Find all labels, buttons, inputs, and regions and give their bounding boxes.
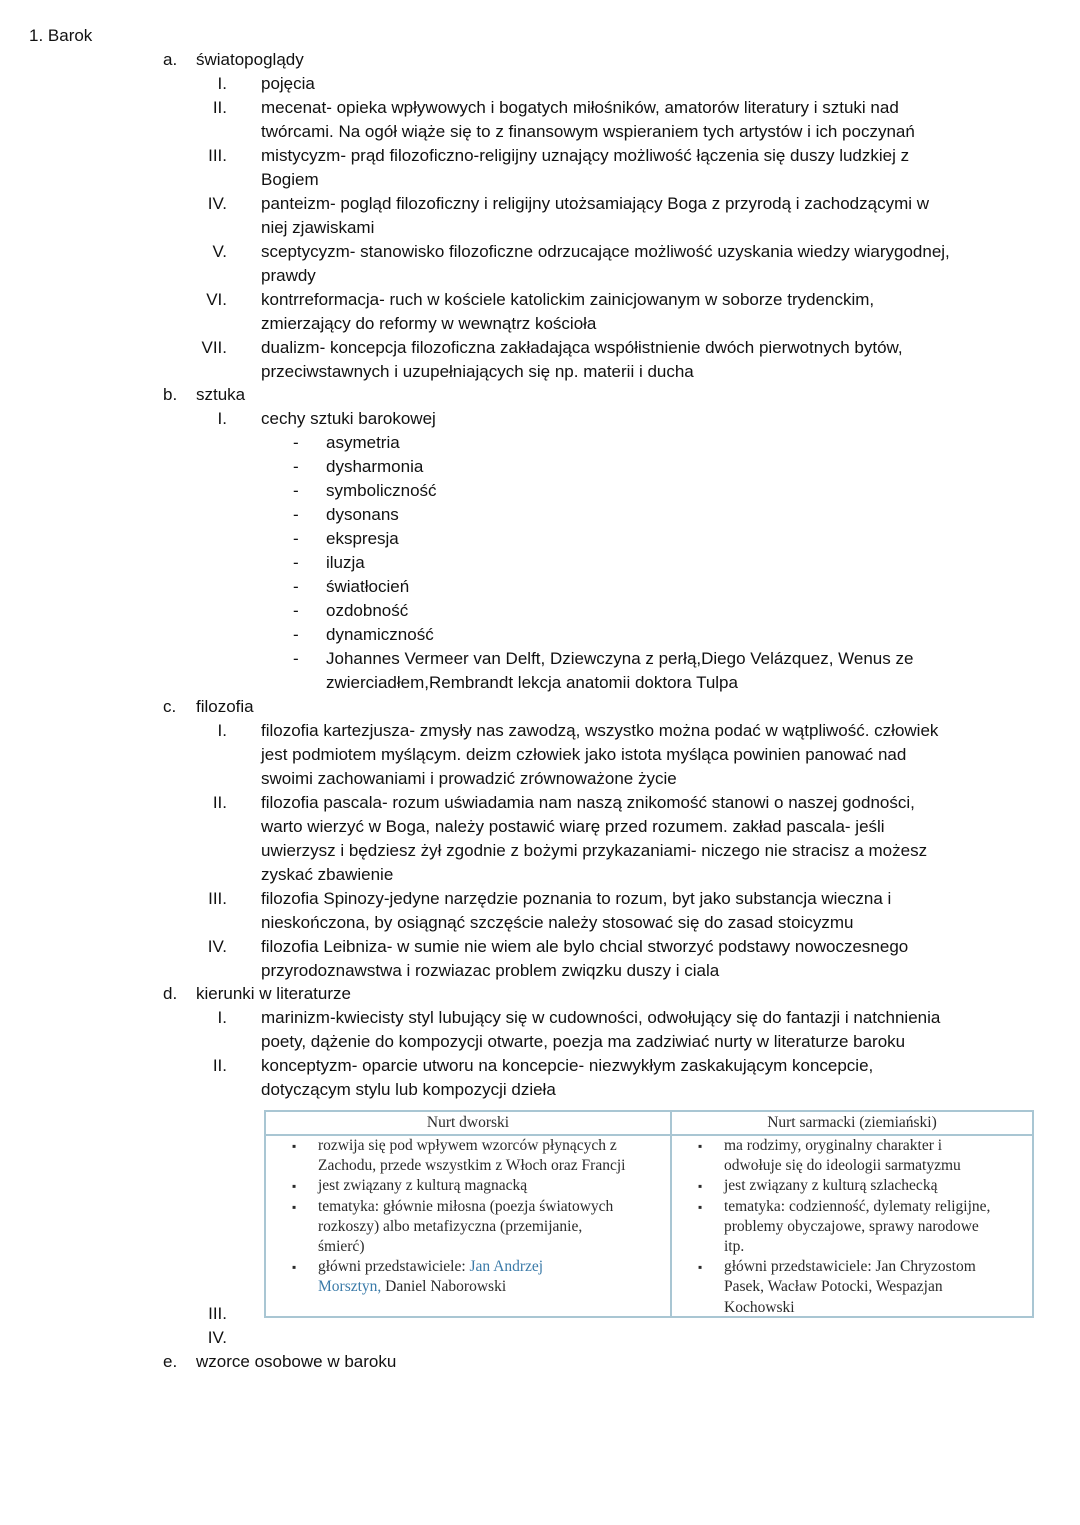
section-d-item-number: IV. (207, 1328, 227, 1347)
dash-bullet: - (293, 505, 299, 524)
art-feature-text: Johannes Vermeer van Delft, Dziewczyna z perłą,Diego Velázquez, Wenus ze (326, 649, 914, 668)
table-cell-text: rozwija się pod wpływem wzorców płynących z (318, 1137, 617, 1154)
table-cell-text-part: Daniel Naborowski (381, 1278, 507, 1296)
list-item-text: filozofia kartezjusza- zmysły nas zawodzą, wszystko można podać w wątpliwość. człowiek (261, 721, 939, 740)
list-item-number: IV. (207, 937, 227, 956)
table-cell-text (318, 1277, 506, 1297)
list-item-text: filozofia Leibniza- w sumie nie wiem ale bylo chcial stworzyć podstawy nowoczesnego (261, 937, 909, 956)
list-item-number: I. (217, 721, 227, 740)
art-feature-text: asymetria (326, 433, 400, 452)
document-title: 1. Barok (29, 26, 93, 45)
table-header-court: Nurt dworski (426, 1114, 510, 1131)
list-item-text: niej zjawiskami (261, 218, 375, 237)
list-item-number: VII. (201, 338, 227, 357)
dash-bullet: - (293, 649, 299, 668)
list-item-number: II. (212, 98, 227, 117)
list-item-text: jest podmiotem myślącym. deizm człowiek jako istota myśląca powinien panować nad (261, 745, 907, 764)
table-cell-text: tematyka: głównie miłosna (poezja światowych (318, 1197, 614, 1215)
list-item-number: III. (208, 889, 227, 908)
list-item-number: II. (212, 1056, 227, 1075)
bullet-icon: ▪ (292, 1179, 297, 1194)
list-item-text: Bogiem (261, 170, 319, 189)
literary-currents-table (264, 1110, 1034, 1318)
bullet-icon: ▪ (292, 1139, 297, 1153)
table-cell-text: problemy obyczajowe, sprawy narodowe (724, 1217, 979, 1235)
list-item-text: warto wierzyć w Boga, należy postawić wiarę przed rozumem. zakład pascala- jeśli (261, 817, 885, 836)
table-cell-text: Zachodu, przede wszystkim z Włoch oraz Francji (318, 1157, 626, 1175)
section-d-letter: d. (163, 984, 178, 1003)
section-b-letter: b. (163, 385, 178, 404)
section-a-heading: światopoglądy (196, 50, 304, 69)
table-cell-text: odwołuje się do ideologii sarmatyzmu (724, 1157, 961, 1175)
list-item-text: filozofia pascala- rozum uświadamia nam naszą znikomość stanowi o naszej godności, (261, 793, 915, 812)
section-c-letter: c. (163, 697, 177, 716)
table-cell-text: tematyka: codzienność, dylematy religijne, (724, 1197, 991, 1215)
art-feature-text: ekspresja (326, 529, 399, 548)
list-item-text: przyrodoznawstwa i rozwiazac problem zwiqzku duszy i ciala (261, 961, 720, 980)
section-d-heading: kierunki w literaturze (196, 984, 351, 1003)
table-cell-text: ma rodzimy, oryginalny charakter i (724, 1137, 943, 1154)
list-item-text: konceptyzm- oparcie utworu na koncepcie- niezwykłym zaskakującym koncepcie, (261, 1056, 874, 1075)
list-item-text: filozofia Spinozy-jedyne narzędzie poznania to rozum, byt jako substancja wieczna i (261, 889, 892, 908)
bullet-icon: ▪ (698, 1179, 703, 1194)
list-item-text: zyskać zbawienie (261, 865, 394, 884)
list-item-number: I. (217, 74, 227, 93)
bullet-icon: ▪ (698, 1260, 703, 1275)
bullet-icon: ▪ (292, 1199, 297, 1214)
list-item-text: kontrreformacja- ruch w kościele katolickim zainicjowanym w soborze trydenckim, (261, 290, 875, 309)
list-item-text: sceptycyzm- stanowisko filozoficzne odrzucające możliwość uzyskania wiedzy wiarygodnej, (261, 242, 950, 261)
list-item-number: I. (217, 409, 227, 428)
art-feature-text: dysonans (326, 505, 399, 524)
list-item-number: I. (217, 1008, 227, 1027)
table-header-sarmatian: Nurt sarmacki (ziemiański) (767, 1114, 937, 1131)
table-cell-text (318, 1257, 543, 1277)
section-b-heading: sztuka (196, 385, 246, 404)
list-item-text: przeciwstawnych i uzupełniających się np. materii i ducha (261, 362, 694, 381)
bullet-icon: ▪ (292, 1260, 297, 1275)
art-feature-text: iluzja (326, 553, 365, 572)
list-item-text: swoimi zachowaniami i prowadzić zrównoważone życie (261, 769, 677, 788)
table-cell-text: śmierć) (318, 1238, 365, 1255)
bullet-icon: ▪ (698, 1139, 703, 1153)
dash-bullet: - (293, 601, 299, 620)
list-item-text: dotyczącym stylu lub kompozycji dzieła (261, 1080, 556, 1099)
table-cell-text: jest związany z kulturą szlachecką (724, 1177, 938, 1195)
list-item-number: III. (208, 146, 227, 165)
table-cell-text: Kochowski (724, 1298, 795, 1316)
section-e-letter: e. (163, 1352, 178, 1371)
section-d-item-number: III. (208, 1304, 227, 1323)
author-name-link: Jan Andrzej (469, 1258, 544, 1276)
table-column-divider (670, 1112, 672, 1316)
art-feature-text: ozdobność (326, 601, 409, 620)
art-feature-text: symboliczność (326, 481, 437, 500)
table-cell-text-part: główni przedstawiciele: (318, 1258, 470, 1276)
list-item-text: twórcami. Na ogół wiąże się to z finansowym wspieraniem tych artystów i ich poczynań (261, 122, 915, 141)
bullet-icon: ▪ (698, 1199, 703, 1214)
art-feature-text: dynamiczność (326, 625, 434, 644)
list-item-number: VI. (206, 290, 227, 309)
list-item-number: IV. (207, 194, 227, 213)
list-item-text: mistycyzm- prąd filozoficzno-religijny uznający możliwość łączenia się duszy ludzkiej z (261, 146, 910, 165)
section-a-letter: a. (163, 50, 178, 69)
table-cell-text: jest związany z kulturą magnacką (318, 1177, 528, 1195)
list-item-number: V. (212, 242, 227, 261)
dash-bullet: - (293, 529, 299, 548)
list-item-text: zmierzający do reformy w wewnątrz kościoła (261, 314, 597, 333)
table-cell-text: rozkoszy) albo metafizyczna (przemijanie, (318, 1217, 583, 1235)
list-item-text: cechy sztuki barokowej (261, 409, 436, 428)
art-feature-text: zwierciadłem,Rembrandt lekcja anatomii doktora Tulpa (326, 673, 738, 692)
list-item-text: poety, dążenie do kompozycji otwarte, poezja ma zadziwiać nurty w literaturze baroku (261, 1032, 906, 1051)
dash-bullet: - (293, 481, 299, 500)
dash-bullet: - (293, 457, 299, 476)
author-name-link: Morsztyn, (318, 1278, 382, 1296)
section-c-heading: filozofia (196, 697, 254, 716)
section-e-heading: wzorce osobowe w baroku (196, 1352, 397, 1371)
art-feature-text: światłocień (326, 577, 410, 596)
dash-bullet: - (293, 625, 299, 644)
list-item-text: uwierzysz i będziesz żył zgodnie z bożymi przykazaniami- niczego nie stracisz a możesz (261, 841, 928, 860)
list-item-text: prawdy (261, 266, 316, 285)
table-cell-text: Pasek, Wacław Potocki, Wespazjan (724, 1278, 943, 1296)
dash-bullet: - (293, 553, 299, 572)
list-item-text: pojęcia (261, 74, 315, 93)
art-feature-text: dysharmonia (326, 457, 424, 476)
dash-bullet: - (293, 433, 299, 452)
table-cell-text: itp. (724, 1238, 745, 1255)
dash-bullet: - (293, 577, 299, 596)
list-item-text: dualizm- koncepcja filozoficzna zakładająca współistnienie dwóch pierwotnych bytów, (261, 338, 903, 357)
list-item-text: mecenat- opieka wpływowych i bogatych miłośników, amatorów literatury i sztuki nad (261, 98, 899, 117)
list-item-number: II. (212, 793, 227, 812)
list-item-text: marinizm-kwiecisty styl lubujący się w cudowności, odwołujący się do fantazji i natchnienia (261, 1008, 941, 1027)
list-item-text: panteizm- pogląd filozoficzny i religijny utożsamiający Boga z przyrodą i zachodzącymi w (261, 194, 930, 213)
list-item-text: nieskończona, by osiągnąć szczęście należy stosować się do zasad stoicyzmu (261, 913, 854, 932)
table-cell-text: główni przedstawiciele: Jan Chryzostom (724, 1258, 976, 1276)
